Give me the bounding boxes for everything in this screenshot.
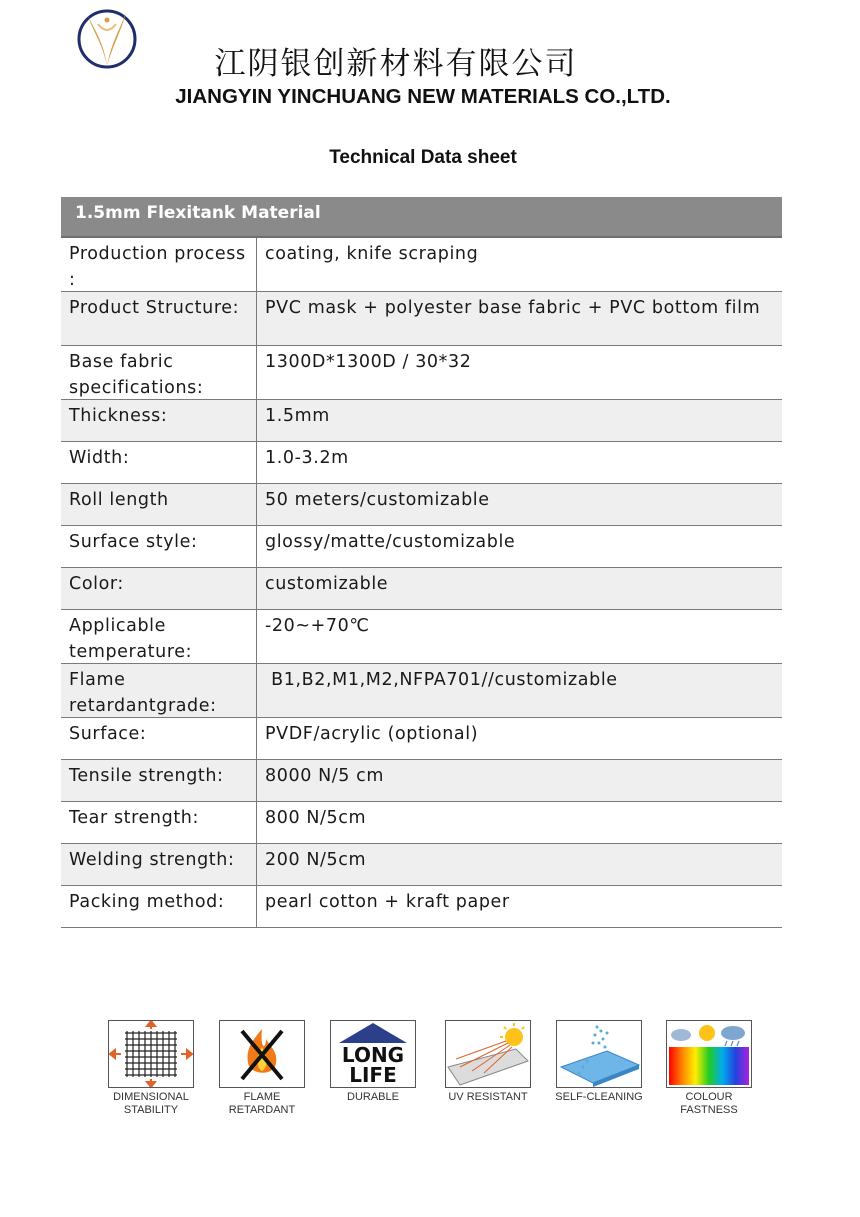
row-value: coating, knife scraping xyxy=(265,244,479,264)
feature-durable xyxy=(318,1020,428,1104)
row-key: Thickness: xyxy=(61,400,257,441)
row-value: 1.5mm xyxy=(265,406,330,426)
feature-caption: RETARDANT xyxy=(228,1104,296,1116)
long-life-badge-line1: LONG xyxy=(341,1043,405,1067)
colour-fastness-icon xyxy=(666,1020,752,1088)
company-name-cn: 江阴银创新材料有限公司 xyxy=(214,46,578,82)
row-key: Surface style: xyxy=(61,526,257,567)
technical-data-table xyxy=(61,197,782,928)
table-row xyxy=(61,484,782,526)
table-row xyxy=(61,802,782,844)
table-row xyxy=(61,610,782,664)
row-key: Width: xyxy=(61,442,257,483)
long-life-icon xyxy=(330,1020,416,1088)
row-value: 200 N/5cm xyxy=(265,850,367,870)
row-key: Surface: xyxy=(61,718,257,759)
row-key: Color: xyxy=(61,568,257,609)
feature-self-cleaning xyxy=(544,1020,654,1104)
table-row xyxy=(61,718,782,760)
row-value: 800 N/5cm xyxy=(265,808,367,828)
row-key: Product Structure: xyxy=(61,292,257,345)
table-row xyxy=(61,664,782,718)
row-value: 50 meters/customizable xyxy=(265,490,490,510)
feature-caption: DURABLE xyxy=(347,1091,399,1103)
row-value: 1.0-3.2m xyxy=(265,448,349,468)
feature-flame-retardant xyxy=(207,1020,317,1117)
row-key: Roll length xyxy=(61,484,257,525)
row-value: -20~+70℃ xyxy=(265,616,370,636)
row-value: 8000 N/5 cm xyxy=(265,766,385,786)
row-key: Applicable temperature: xyxy=(61,610,257,663)
feature-caption: FASTNESS xyxy=(680,1104,738,1116)
row-value: PVDF/acrylic (optional) xyxy=(265,724,479,744)
row-key: Flame retardantgrade: xyxy=(61,664,257,717)
feature-caption: UV RESISTANT xyxy=(448,1091,528,1103)
feature-dimensional-stability xyxy=(96,1020,206,1117)
feature-icons-strip xyxy=(96,1020,766,1130)
row-key: Production process : xyxy=(61,238,257,291)
row-value: pearl cotton + kraft paper xyxy=(265,892,510,912)
table-row xyxy=(61,292,782,346)
row-key: Tensile strength: xyxy=(61,760,257,801)
row-value: PVC mask + polyester base fabric + PVC bottom film xyxy=(265,298,761,318)
feature-uv-resistant xyxy=(433,1020,543,1104)
row-key: Packing method: xyxy=(61,886,257,927)
feature-colour-fastness xyxy=(654,1020,764,1117)
dimensional-stability-icon xyxy=(108,1020,194,1088)
table-row xyxy=(61,238,782,292)
row-key: Tear strength: xyxy=(61,802,257,843)
row-value: 1300D*1300D / 30*32 xyxy=(265,352,472,372)
feature-caption: SELF-CLEANING xyxy=(555,1091,643,1103)
feature-caption: STABILITY xyxy=(123,1104,179,1116)
uv-resistant-icon xyxy=(445,1020,531,1088)
feature-caption: COLOUR xyxy=(685,1091,733,1103)
table-header: 1.5mm Flexitank Material xyxy=(61,197,782,238)
document-title: Technical Data sheet xyxy=(329,147,517,168)
table-row xyxy=(61,568,782,610)
row-value: customizable xyxy=(265,574,389,594)
company-name-en: JIANGYIN YINCHUANG NEW MATERIALS CO.,LTD. xyxy=(175,85,671,108)
feature-caption: DIMENSIONAL xyxy=(113,1091,189,1103)
flame-retardant-icon xyxy=(219,1020,305,1088)
table-row xyxy=(61,844,782,886)
table-row xyxy=(61,760,782,802)
row-key: Base fabric specifications: xyxy=(61,346,257,399)
table-row xyxy=(61,400,782,442)
table-row xyxy=(61,526,782,568)
row-value: B1,B2,M1,M2,NFPA701//customizable xyxy=(265,670,618,690)
table-row xyxy=(61,442,782,484)
row-key: Welding strength: xyxy=(61,844,257,885)
feature-caption: FLAME xyxy=(243,1091,281,1103)
row-value: glossy/matte/customizable xyxy=(265,532,516,552)
long-life-badge-line2: LIFE xyxy=(349,1063,397,1087)
table-row xyxy=(61,346,782,400)
table-row xyxy=(61,886,782,928)
self-cleaning-icon xyxy=(556,1020,642,1088)
